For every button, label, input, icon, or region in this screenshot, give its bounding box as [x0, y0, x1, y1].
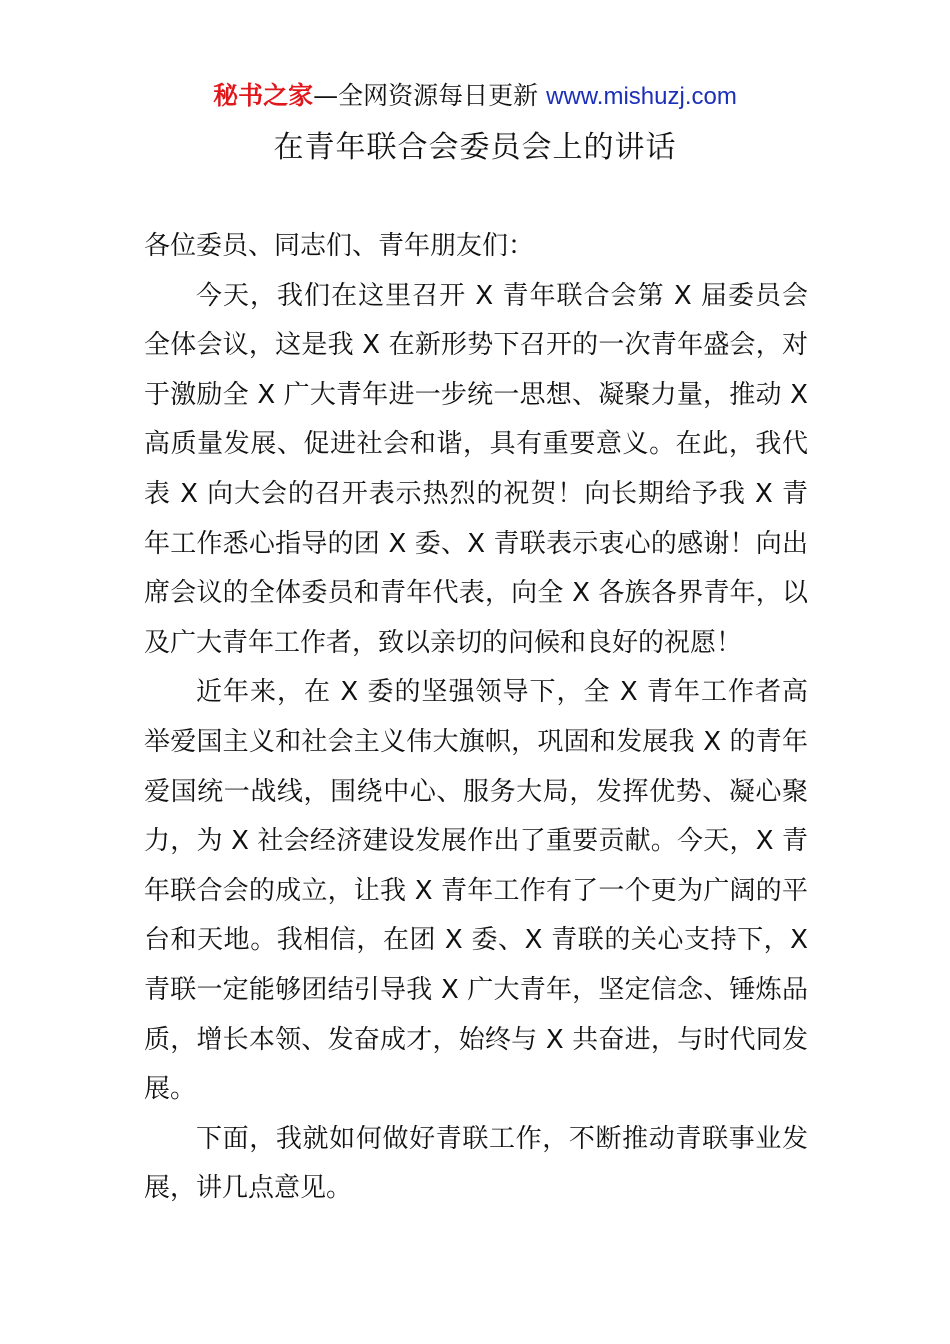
paragraph-2: 近年来，在 X 委的坚强领导下，全 X 青年工作者高举爱国主义和社会主义伟大旗帜，巩固和发展我 X 的青年爱国统一战线，围绕中心、服务大局，发挥优势、凝心聚力，为 X 社会经济建设发展作出了重要贡献。今天，X 青年联合会的成立，让我 X 青年工作有了一个更为广阔的平台和天地。我相信，在团 X 委、X 青联的关心支持下，X 青联一定能够团结引导我 X 广大青年，坚定信念、锤炼品质，增长本领、发奋成才，始终与 X 共奋进，与时代同发展。 [144, 677, 808, 1105]
document-body [144, 222, 808, 1214]
paragraph-3: 下面，我就如何做好青联工作，不断推动青联事业发展，讲几点意见。 [144, 1123, 808, 1204]
salutation: 各位委员、同志们、青年朋友们： [144, 231, 535, 261]
site-header [0, 78, 950, 115]
site-url-link[interactable]: www.mishuzj.com [546, 83, 737, 110]
paragraph-1: 今天，我们在这里召开 X 青年联合会第 X 届委员会全体会议，这是我 X 在新形势下召开的一次青年盛会，对于激励全 X 广大青年进一步统一思想、凝聚力量，推动 X 高质量发展、促进社会和谐，具有重要意义。在此，我代表 X 向大会的召开表示热烈的祝贺！向长期给予我 X 青年工作悉心指导的团 X 委、X 青联表示衷心的感谢！向出席会议的全体委员和青年代表，向全 X 各族各界青年，以及广大青年工作者，致以亲切的问候和良好的祝愿！ [144, 280, 808, 658]
brand-name: 秘书之家 [213, 81, 314, 110]
document-title: 在青年联合会委员会上的讲话 [273, 130, 677, 165]
header-tagline: —全网资源每日更新 [313, 81, 547, 110]
